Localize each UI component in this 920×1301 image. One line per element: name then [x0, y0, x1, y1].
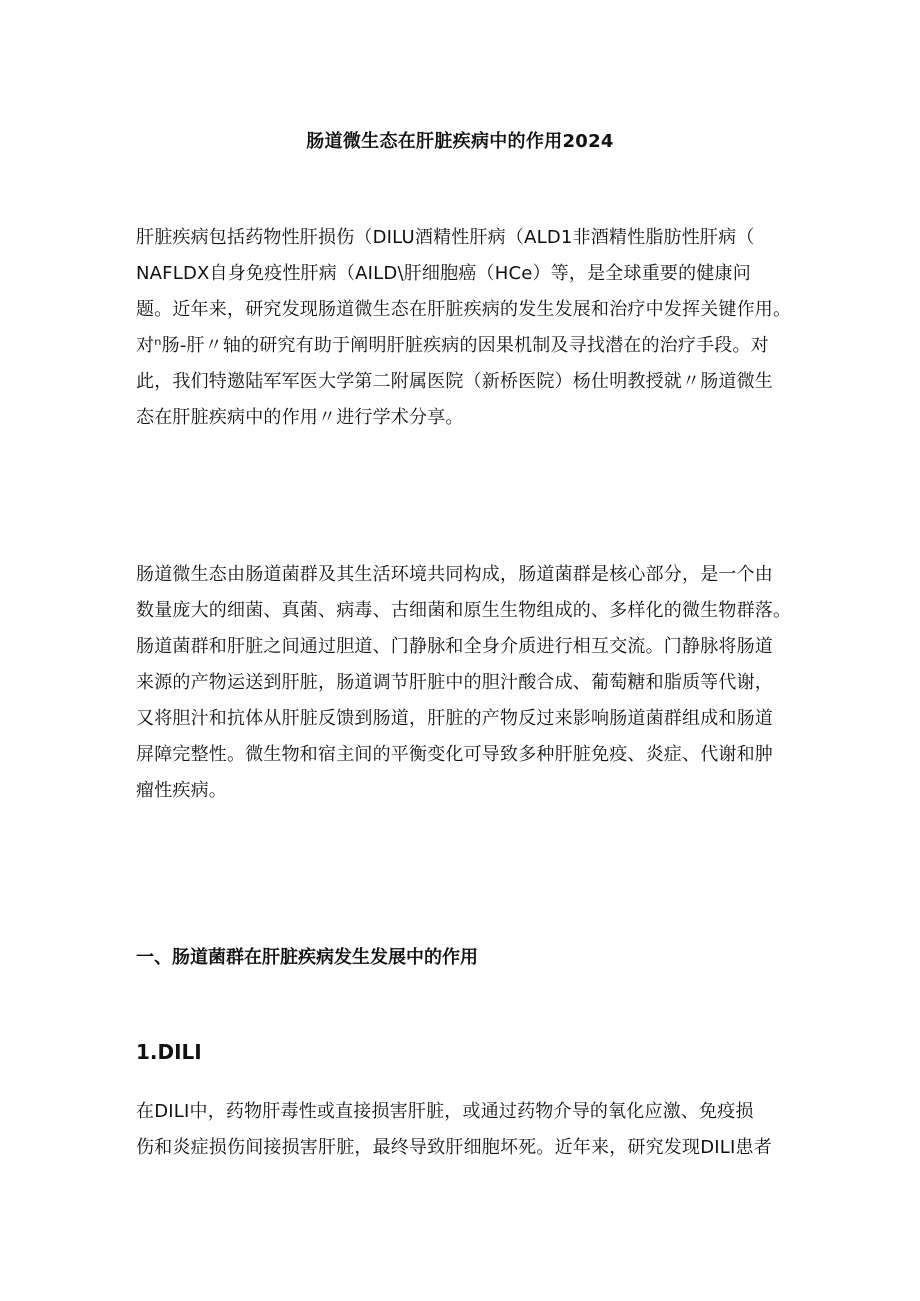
paragraph-line: 又将胆汁和抗体从肝脏反馈到肠道，肝脏的产物反过来影响肠道菌群组成和肠道	[136, 708, 773, 729]
subsection-heading: 1.DILI	[136, 1040, 202, 1064]
paragraph-line: 此，我们特邀陆军军医大学第二附属医院（新桥医院）杨仕明教授就〃肠道微生	[136, 371, 773, 392]
paragraph-line: NAFLDX自身免疫性肝病（AILD\肝细胞癌（HCe）等，是全球重要的健康问	[136, 263, 751, 284]
paragraph-line: 肠道菌群和肝脏之间通过胆道、门静脉和全身介质进行相互交流。门静脉将肠道	[136, 636, 773, 657]
paragraph-line: 肝脏疾病包括药物性肝损伤（DILU酒精性肝病（ALD1非酒精性脂肪性肝病（	[136, 227, 755, 248]
paragraph-line: 来源的产物运送到肝脏，肠道调节肝脏中的胆汁酸合成、葡萄糖和脂质等代谢，	[136, 672, 773, 693]
paragraph-line: 伤和炎症损伤间接损害肝脏，最终导致肝细胞坏死。近年来，研究发现DILI患者	[136, 1137, 772, 1158]
paragraph-line: 瘤性疾病。	[136, 780, 227, 801]
paragraph-line: 题。近年来，研究发现肠道微生态在肝脏疾病的发生发展和治疗中发挥关键作用。	[136, 299, 792, 320]
paragraph-line: 肠道微生态由肠道菌群及其生活环境共同构成，肠道菌群是核心部分，是一个由	[136, 564, 773, 585]
paragraph-line: 在DILI中，药物肝毒性或直接损害肝脏，或通过药物介导的氧化应激、免疫损	[136, 1101, 754, 1122]
paragraph-line: 屏障完整性。微生物和宿主间的平衡变化可导致多种肝脏免疫、炎症、代谢和肿	[136, 744, 773, 765]
intro-paragraph	[136, 220, 796, 436]
paragraph-line: 数量庞大的细菌、真菌、病毒、古细菌和原生生物组成的、多样化的微生物群落。	[136, 600, 792, 621]
section-heading: 一、肠道菌群在肝脏疾病发生发展中的作用	[136, 947, 478, 968]
paragraph-line: 对ⁿ肠-肝〃轴的研究有助于阐明肝脏疾病的因果机制及寻找潜在的治疗手段。对	[136, 335, 769, 356]
paragraph-line: 态在肝脏疾病中的作用〃进行学术分享。	[136, 407, 464, 428]
dili-paragraph	[136, 1094, 796, 1166]
microbiota-paragraph	[136, 557, 796, 809]
document-title: 肠道微生态在肝脏疾病中的作用2024	[306, 131, 614, 152]
